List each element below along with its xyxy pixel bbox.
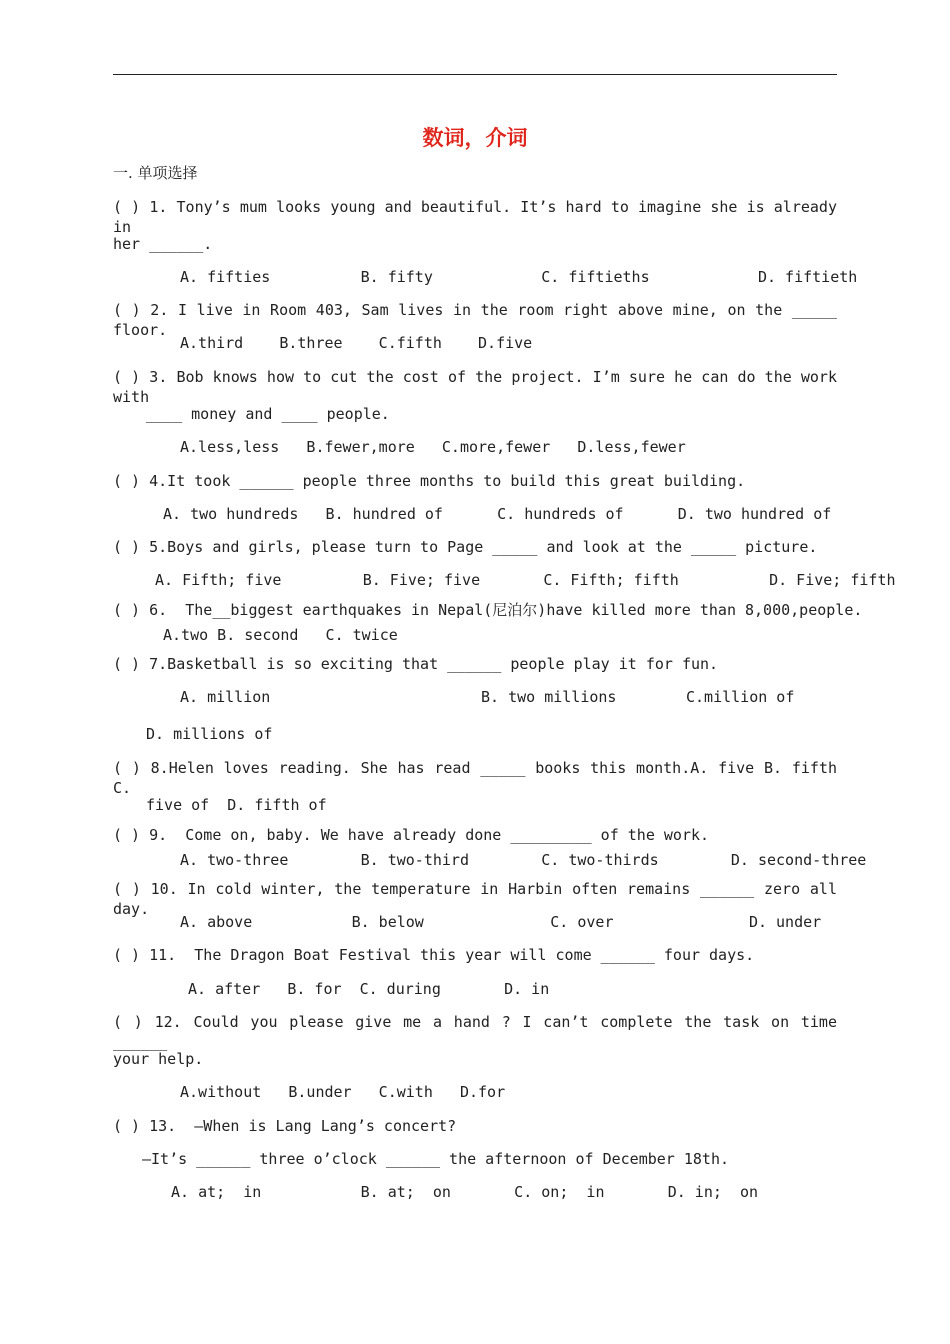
question-line: D. millions of — [146, 725, 273, 743]
question-line: —It’s ______ three o’clock ______ the afternoon of December 18th. — [142, 1150, 729, 1168]
question-line: ( ) 12. Could you please give me a hand ? I can’t complete the task on time ______ — [113, 1013, 837, 1051]
question-line: A. two hundreds B. hundred of C. hundreds of D. two hundred of — [163, 505, 832, 523]
question-line: ( ) 3. Bob knows how to cut the cost of the project. I’m sure he can do the work with — [113, 368, 837, 406]
question-line: A.less,less B.fewer,more C.more,fewer D.less,fewer — [180, 438, 686, 456]
question-line: ( ) 10. In cold winter, the temperature in Harbin often remains ______ zero all day. — [113, 880, 837, 918]
question-line: ( ) 2. I live in Room 403, Sam lives in the room right above mine, on the _____ floor. — [113, 301, 837, 339]
question-line: ____ money and ____ people. — [146, 405, 390, 423]
question-line: A. at; in B. at; on C. on; in D. in; on — [171, 1183, 758, 1201]
question-line: A. two-three B. two-third C. two-thirds D. second-three — [180, 851, 867, 869]
question-line: ( ) 11. The Dragon Boat Festival this year will come ______ four days. — [113, 946, 755, 964]
header-rule — [113, 74, 837, 75]
question-line: A. fifties B. fifty C. fiftieths D. fiftieth — [180, 268, 858, 286]
question-line: A.two B. second C. twice — [163, 626, 398, 644]
question-line: ( ) 7.Basketball is so exciting that ______ people play it for fun. — [113, 655, 719, 673]
question-line: ( ) 5.Boys and girls, please turn to Page _____ and look at the _____ picture. — [113, 538, 818, 556]
question-line: your help. — [113, 1050, 204, 1068]
page-title: 数词，介词 — [422, 126, 528, 150]
question-line: five of D. fifth of — [146, 796, 327, 814]
question-line: A. above B. below C. over D. under — [180, 913, 822, 931]
question-line: ( ) 1. Tony’s mum looks young and beautiful. It’s hard to imagine she is already in — [113, 198, 837, 236]
question-line: A. million — [180, 688, 271, 706]
question-line: ( ) 9. Come on, baby. We have already done _________ of the work. — [113, 826, 710, 844]
question-line: ( ) 4.It took ______ people three months to build this great building. — [113, 472, 746, 490]
question-line: A. after B. for C. during D. in — [188, 980, 550, 998]
question-line: C.million of — [686, 688, 795, 706]
section-heading: 一. 单项选择 — [113, 164, 198, 182]
question-line: ( ) 6. The__biggest earthquakes in Nepal(尼泊尔)have killed more than 8,000,people. — [113, 601, 863, 619]
question-line: A. Fifth; five B. Five; five C. Fifth; fifth D. Five; fifth — [155, 571, 896, 589]
question-line: A.third B.three C.fifth D.five — [180, 334, 533, 352]
question-line: A.without B.under C.with D.for — [180, 1083, 506, 1101]
question-line: B. two millions — [481, 688, 617, 706]
question-line: ( ) 8.Helen loves reading. She has read _____ books this month.A. five B. fifth C. — [113, 759, 837, 797]
question-line: ( ) 13. —When is Lang Lang’s concert? — [113, 1117, 457, 1135]
question-line: her ______. — [113, 235, 213, 253]
